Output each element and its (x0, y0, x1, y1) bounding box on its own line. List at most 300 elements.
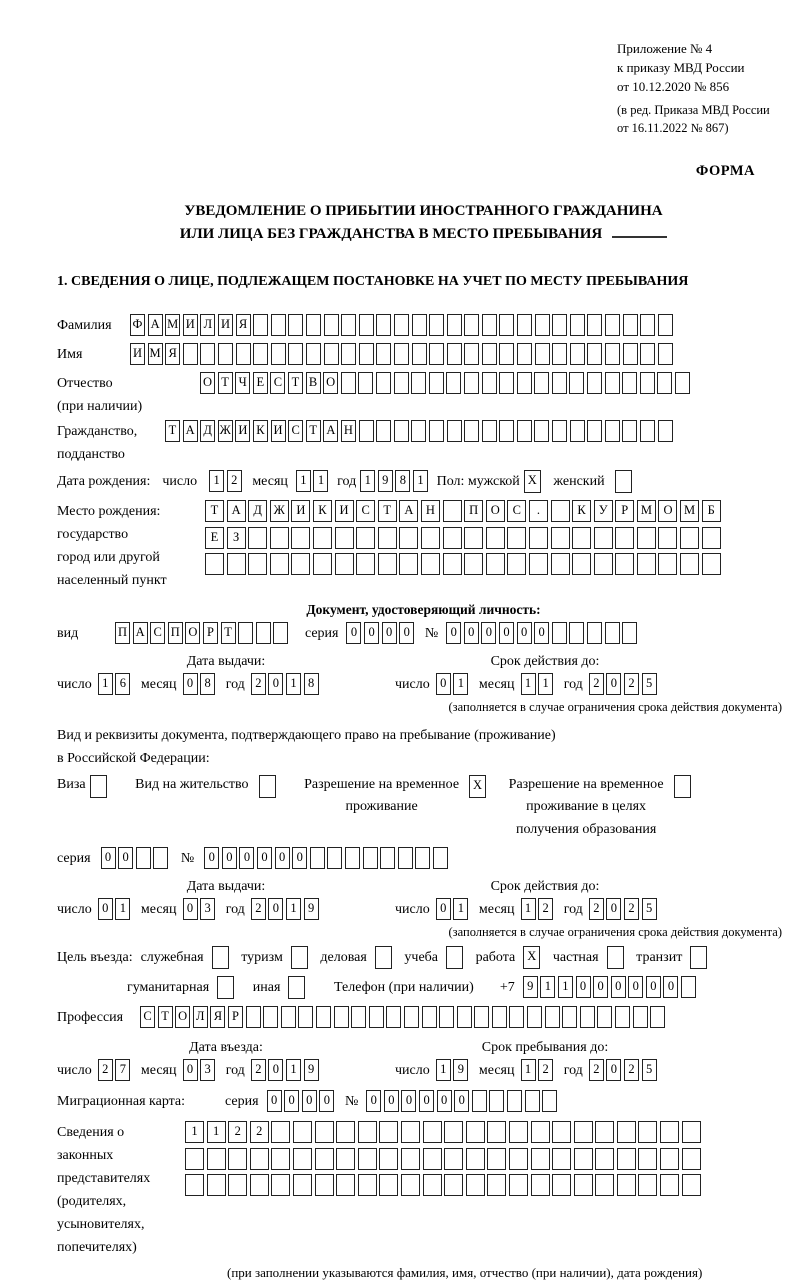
form-box[interactable]: 1 (558, 976, 573, 998)
entry-year-boxes[interactable] (251, 1059, 321, 1081)
form-box[interactable]: 0 (611, 976, 626, 998)
purpose-private-checkbox[interactable] (607, 946, 627, 969)
doc-expiry-month-boxes[interactable] (521, 673, 556, 695)
form-box[interactable] (622, 622, 637, 644)
form-box[interactable] (681, 976, 696, 998)
form-box[interactable]: Ф (130, 314, 145, 336)
form-box[interactable] (444, 1121, 463, 1143)
form-box[interactable]: 0 (399, 622, 414, 644)
form-box[interactable]: А (399, 500, 418, 522)
purpose-study-checkbox[interactable] (446, 946, 466, 969)
doc-number-boxes[interactable] (446, 622, 640, 644)
form-box[interactable]: . (529, 500, 548, 522)
form-box[interactable]: 0 (593, 976, 608, 998)
form-box[interactable]: 1 (521, 898, 536, 920)
form-box[interactable]: 1 (207, 1121, 226, 1143)
form-box[interactable] (411, 420, 426, 442)
form-box[interactable] (569, 622, 584, 644)
form-box[interactable] (682, 1174, 701, 1196)
profession-boxes[interactable] (140, 1006, 668, 1028)
form-box[interactable] (315, 1174, 334, 1196)
form-box[interactable] (552, 343, 567, 365)
doc-issue-month-boxes[interactable] (183, 673, 218, 695)
form-box[interactable]: А (183, 420, 198, 442)
form-box[interactable]: 2 (589, 898, 604, 920)
form-box[interactable] (464, 372, 479, 394)
form-box[interactable] (572, 527, 591, 549)
form-box[interactable] (534, 372, 549, 394)
form-box[interactable] (271, 1148, 290, 1170)
form-box[interactable] (690, 946, 707, 969)
form-box[interactable] (474, 1006, 489, 1028)
form-box[interactable] (580, 1006, 595, 1028)
form-box[interactable] (517, 314, 532, 336)
form-box[interactable] (507, 553, 526, 575)
form-box[interactable]: 2 (250, 1121, 269, 1143)
birth-year-boxes[interactable] (360, 470, 430, 492)
form-box[interactable] (574, 1148, 593, 1170)
form-box[interactable] (622, 372, 637, 394)
form-box[interactable]: 0 (257, 847, 272, 869)
form-box[interactable] (482, 343, 497, 365)
form-box[interactable] (572, 553, 591, 575)
form-box[interactable] (680, 527, 699, 549)
form-box[interactable] (507, 527, 526, 549)
form-box[interactable]: 0 (346, 622, 361, 644)
form-box[interactable] (288, 976, 305, 999)
form-box[interactable] (422, 1006, 437, 1028)
form-box[interactable] (271, 1121, 290, 1143)
form-box[interactable] (271, 314, 286, 336)
citizenship-boxes[interactable] (165, 420, 675, 442)
form-box[interactable] (569, 372, 584, 394)
form-box[interactable] (517, 343, 532, 365)
form-box[interactable] (623, 343, 638, 365)
stay-day-boxes[interactable] (436, 1059, 471, 1081)
form-box[interactable]: 2 (98, 1059, 113, 1081)
form-box[interactable]: 0 (481, 622, 496, 644)
patronymic-boxes[interactable] (200, 372, 693, 394)
form-box[interactable] (270, 527, 289, 549)
form-box[interactable]: А (323, 420, 338, 442)
form-box[interactable]: 8 (200, 673, 215, 695)
form-box[interactable]: П (115, 622, 130, 644)
form-box[interactable] (527, 1006, 542, 1028)
form-box[interactable]: И (183, 314, 198, 336)
form-box[interactable] (531, 1121, 550, 1143)
form-box[interactable]: 0 (366, 1090, 381, 1112)
form-box[interactable]: А (227, 500, 246, 522)
form-box[interactable] (394, 420, 409, 442)
form-box[interactable] (517, 372, 532, 394)
form-box[interactable] (378, 553, 397, 575)
form-box[interactable]: 0 (183, 673, 198, 695)
form-box[interactable] (236, 343, 251, 365)
form-box[interactable]: 0 (401, 1090, 416, 1112)
form-box[interactable]: 2 (624, 673, 639, 695)
form-box[interactable] (638, 1121, 657, 1143)
form-box[interactable]: Е (205, 527, 224, 549)
form-box[interactable]: Т (205, 500, 224, 522)
form-box[interactable] (394, 372, 409, 394)
form-box[interactable]: С (507, 500, 526, 522)
form-box[interactable]: 5 (642, 898, 657, 920)
form-box[interactable] (429, 314, 444, 336)
form-box[interactable]: 0 (267, 1090, 282, 1112)
form-box[interactable]: 1 (453, 673, 468, 695)
form-box[interactable] (552, 420, 567, 442)
name-boxes[interactable] (130, 343, 675, 365)
form-box[interactable] (443, 527, 462, 549)
form-box[interactable] (623, 314, 638, 336)
form-box[interactable]: 2 (251, 1059, 266, 1081)
form-box[interactable] (291, 553, 310, 575)
form-box[interactable] (324, 343, 339, 365)
form-box[interactable] (570, 343, 585, 365)
form-box[interactable] (615, 470, 632, 493)
form-box[interactable] (293, 1174, 312, 1196)
form-box[interactable] (587, 372, 602, 394)
form-box[interactable]: 0 (576, 976, 591, 998)
form-box[interactable] (136, 847, 151, 869)
form-box[interactable] (531, 1174, 550, 1196)
form-box[interactable] (640, 314, 655, 336)
form-box[interactable]: З (227, 527, 246, 549)
form-box[interactable] (702, 527, 721, 549)
form-box[interactable]: 1 (521, 1059, 536, 1081)
form-box[interactable] (587, 622, 602, 644)
form-box[interactable] (574, 1121, 593, 1143)
form-box[interactable] (552, 1174, 571, 1196)
form-box[interactable]: И (335, 500, 354, 522)
form-box[interactable] (640, 343, 655, 365)
form-box[interactable] (200, 343, 215, 365)
form-box[interactable] (291, 946, 308, 969)
form-box[interactable]: О (323, 372, 338, 394)
form-box[interactable] (464, 553, 483, 575)
migration-card-number-boxes[interactable] (366, 1090, 560, 1112)
form-box[interactable]: 0 (98, 898, 113, 920)
form-box[interactable] (90, 775, 107, 798)
form-box[interactable]: Т (165, 420, 180, 442)
form-box[interactable]: И (130, 343, 145, 365)
form-box[interactable]: 0 (499, 622, 514, 644)
form-box[interactable] (429, 372, 444, 394)
form-box[interactable]: X (524, 470, 541, 493)
form-box[interactable] (675, 372, 690, 394)
rf-doc-expiry-year-boxes[interactable] (589, 898, 659, 920)
form-box[interactable] (570, 420, 585, 442)
form-box[interactable] (457, 1006, 472, 1028)
purpose-tourism-checkbox[interactable] (291, 946, 311, 969)
form-box[interactable]: С (150, 622, 165, 644)
form-box[interactable] (399, 553, 418, 575)
form-box[interactable]: У (594, 500, 613, 522)
form-box[interactable]: 5 (642, 673, 657, 695)
form-box[interactable]: 1 (286, 898, 301, 920)
form-box[interactable] (587, 314, 602, 336)
rf-doc-number-boxes[interactable] (204, 847, 450, 869)
form-box[interactable]: М (165, 314, 180, 336)
rf-doc-expiry-day-boxes[interactable] (436, 898, 471, 920)
form-box[interactable] (443, 500, 462, 522)
form-box[interactable] (525, 1090, 540, 1112)
form-box[interactable] (464, 420, 479, 442)
form-box[interactable] (509, 1006, 524, 1028)
form-box[interactable] (551, 527, 570, 549)
form-box[interactable] (507, 1090, 522, 1112)
form-box[interactable]: 0 (183, 898, 198, 920)
form-box[interactable] (486, 553, 505, 575)
form-box[interactable] (552, 622, 567, 644)
form-box[interactable]: Т (218, 372, 233, 394)
form-box[interactable]: 0 (517, 622, 532, 644)
form-box[interactable]: О (658, 500, 677, 522)
form-box[interactable]: 9 (304, 1059, 319, 1081)
form-box[interactable]: 0 (239, 847, 254, 869)
birth-place-row2-boxes[interactable] (205, 527, 723, 549)
form-box[interactable] (248, 553, 267, 575)
form-box[interactable] (335, 527, 354, 549)
temp-residence-education-checkbox[interactable] (674, 775, 694, 798)
form-box[interactable] (702, 553, 721, 575)
form-box[interactable]: 0 (606, 673, 621, 695)
form-box[interactable]: С (356, 500, 375, 522)
form-box[interactable] (594, 527, 613, 549)
form-box[interactable]: П (464, 500, 483, 522)
form-box[interactable] (306, 314, 321, 336)
form-box[interactable] (327, 847, 342, 869)
form-box[interactable] (545, 1006, 560, 1028)
form-box[interactable] (404, 1006, 419, 1028)
form-box[interactable] (334, 1006, 349, 1028)
form-box[interactable]: 8 (395, 470, 410, 492)
form-box[interactable]: Р (203, 622, 218, 644)
form-box[interactable] (615, 1006, 630, 1028)
form-box[interactable]: Н (341, 420, 356, 442)
form-box[interactable] (499, 420, 514, 442)
form-box[interactable]: 2 (228, 1121, 247, 1143)
form-box[interactable] (246, 1006, 261, 1028)
form-box[interactable] (622, 420, 637, 442)
form-box[interactable] (324, 314, 339, 336)
form-box[interactable] (273, 622, 288, 644)
form-box[interactable]: Ч (235, 372, 250, 394)
representatives-row3-boxes[interactable] (185, 1174, 703, 1196)
form-box[interactable] (238, 622, 253, 644)
form-box[interactable] (466, 1148, 485, 1170)
form-box[interactable]: 0 (382, 622, 397, 644)
form-box[interactable]: 0 (606, 898, 621, 920)
form-box[interactable]: С (270, 372, 285, 394)
form-box[interactable]: Д (248, 500, 267, 522)
form-box[interactable] (401, 1121, 420, 1143)
doc-issue-year-boxes[interactable] (251, 673, 321, 695)
form-box[interactable] (394, 314, 409, 336)
rf-doc-series-boxes[interactable] (101, 847, 171, 869)
form-box[interactable] (356, 553, 375, 575)
form-box[interactable]: 2 (538, 1059, 553, 1081)
form-box[interactable]: 2 (589, 673, 604, 695)
form-box[interactable] (315, 1148, 334, 1170)
form-box[interactable] (423, 1174, 442, 1196)
form-box[interactable] (482, 314, 497, 336)
form-box[interactable]: Н (421, 500, 440, 522)
form-box[interactable] (552, 372, 567, 394)
form-box[interactable] (509, 1148, 528, 1170)
form-box[interactable] (617, 1174, 636, 1196)
sex-female-checkbox[interactable] (615, 470, 635, 493)
form-box[interactable]: А (148, 314, 163, 336)
form-box[interactable] (376, 420, 391, 442)
form-box[interactable] (335, 553, 354, 575)
form-box[interactable] (376, 343, 391, 365)
doc-type-boxes[interactable] (115, 622, 291, 644)
form-box[interactable]: Т (158, 1006, 173, 1028)
form-box[interactable] (658, 553, 677, 575)
form-box[interactable]: 2 (538, 898, 553, 920)
form-box[interactable]: Ж (270, 500, 289, 522)
form-box[interactable] (336, 1174, 355, 1196)
form-box[interactable] (637, 527, 656, 549)
form-box[interactable] (680, 553, 699, 575)
form-box[interactable] (313, 553, 332, 575)
form-box[interactable] (313, 527, 332, 549)
form-box[interactable] (341, 372, 356, 394)
form-box[interactable] (288, 343, 303, 365)
form-box[interactable]: А (133, 622, 148, 644)
visa-checkbox[interactable] (90, 775, 110, 798)
form-box[interactable] (587, 343, 602, 365)
form-box[interactable] (509, 1174, 528, 1196)
form-box[interactable]: 2 (227, 470, 242, 492)
form-box[interactable]: 1 (313, 470, 328, 492)
purpose-business-checkbox[interactable] (375, 946, 395, 969)
form-box[interactable] (658, 314, 673, 336)
stay-year-boxes[interactable] (589, 1059, 659, 1081)
form-box[interactable] (499, 343, 514, 365)
form-box[interactable]: 0 (319, 1090, 334, 1112)
form-box[interactable] (356, 527, 375, 549)
form-box[interactable] (640, 372, 655, 394)
form-box[interactable] (597, 1006, 612, 1028)
form-box[interactable]: В (306, 372, 321, 394)
form-box[interactable]: 1 (286, 1059, 301, 1081)
form-box[interactable]: 0 (268, 898, 283, 920)
form-box[interactable] (401, 1174, 420, 1196)
form-box[interactable]: Е (253, 372, 268, 394)
form-box[interactable] (358, 1174, 377, 1196)
form-box[interactable]: 0 (454, 1090, 469, 1112)
form-box[interactable]: 0 (628, 976, 643, 998)
form-box[interactable] (248, 527, 267, 549)
form-box[interactable] (658, 527, 677, 549)
form-box[interactable] (398, 847, 413, 869)
form-box[interactable]: Л (200, 314, 215, 336)
form-box[interactable] (399, 527, 418, 549)
form-box[interactable]: Т (306, 420, 321, 442)
migration-card-series-boxes[interactable] (267, 1090, 337, 1112)
form-box[interactable]: 0 (606, 1059, 621, 1081)
representatives-row2-boxes[interactable] (185, 1148, 703, 1170)
form-box[interactable]: Л (193, 1006, 208, 1028)
form-box[interactable] (375, 946, 392, 969)
form-box[interactable] (464, 527, 483, 549)
form-box[interactable]: 5 (642, 1059, 657, 1081)
form-box[interactable] (674, 775, 691, 798)
form-box[interactable] (256, 622, 271, 644)
form-box[interactable] (499, 372, 514, 394)
form-box[interactable]: К (572, 500, 591, 522)
form-box[interactable]: 0 (436, 673, 451, 695)
form-box[interactable] (562, 1006, 577, 1028)
form-box[interactable] (359, 314, 374, 336)
form-box[interactable]: 0 (364, 622, 379, 644)
form-box[interactable]: Р (615, 500, 634, 522)
form-box[interactable] (421, 553, 440, 575)
form-box[interactable]: 1 (98, 673, 113, 695)
form-box[interactable] (682, 1121, 701, 1143)
form-box[interactable]: 3 (200, 1059, 215, 1081)
form-box[interactable] (466, 1121, 485, 1143)
form-box[interactable] (315, 1121, 334, 1143)
form-box[interactable]: 9 (453, 1059, 468, 1081)
form-box[interactable] (660, 1148, 679, 1170)
form-box[interactable] (228, 1174, 247, 1196)
form-box[interactable]: 8 (304, 673, 319, 695)
form-box[interactable]: П (168, 622, 183, 644)
form-box[interactable] (376, 372, 391, 394)
form-box[interactable] (595, 1148, 614, 1170)
form-box[interactable] (594, 553, 613, 575)
form-box[interactable] (489, 1090, 504, 1112)
form-box[interactable]: 0 (646, 976, 661, 998)
form-box[interactable] (447, 343, 462, 365)
form-box[interactable] (605, 622, 620, 644)
form-box[interactable] (401, 1148, 420, 1170)
form-box[interactable] (288, 314, 303, 336)
form-box[interactable] (369, 1006, 384, 1028)
form-box[interactable]: О (200, 372, 215, 394)
form-box[interactable] (379, 1148, 398, 1170)
form-box[interactable]: 0 (183, 1059, 198, 1081)
form-box[interactable]: 2 (624, 1059, 639, 1081)
form-box[interactable] (605, 314, 620, 336)
form-box[interactable]: 0 (437, 1090, 452, 1112)
form-box[interactable] (378, 527, 397, 549)
form-box[interactable] (185, 1174, 204, 1196)
form-box[interactable] (183, 343, 198, 365)
form-box[interactable]: 1 (209, 470, 224, 492)
form-box[interactable] (617, 1148, 636, 1170)
form-box[interactable]: 0 (419, 1090, 434, 1112)
form-box[interactable]: X (523, 946, 540, 969)
form-box[interactable] (638, 1174, 657, 1196)
form-box[interactable] (650, 1006, 665, 1028)
form-box[interactable]: Ж (218, 420, 233, 442)
form-box[interactable] (394, 343, 409, 365)
form-box[interactable]: 9 (378, 470, 393, 492)
form-box[interactable]: И (218, 314, 233, 336)
form-box[interactable]: И (271, 420, 286, 442)
purpose-other-checkbox[interactable] (288, 976, 308, 999)
form-box[interactable] (379, 1121, 398, 1143)
form-box[interactable] (379, 1174, 398, 1196)
form-box[interactable] (271, 343, 286, 365)
form-box[interactable]: 0 (284, 1090, 299, 1112)
form-box[interactable] (509, 1121, 528, 1143)
form-box[interactable]: 2 (589, 1059, 604, 1081)
